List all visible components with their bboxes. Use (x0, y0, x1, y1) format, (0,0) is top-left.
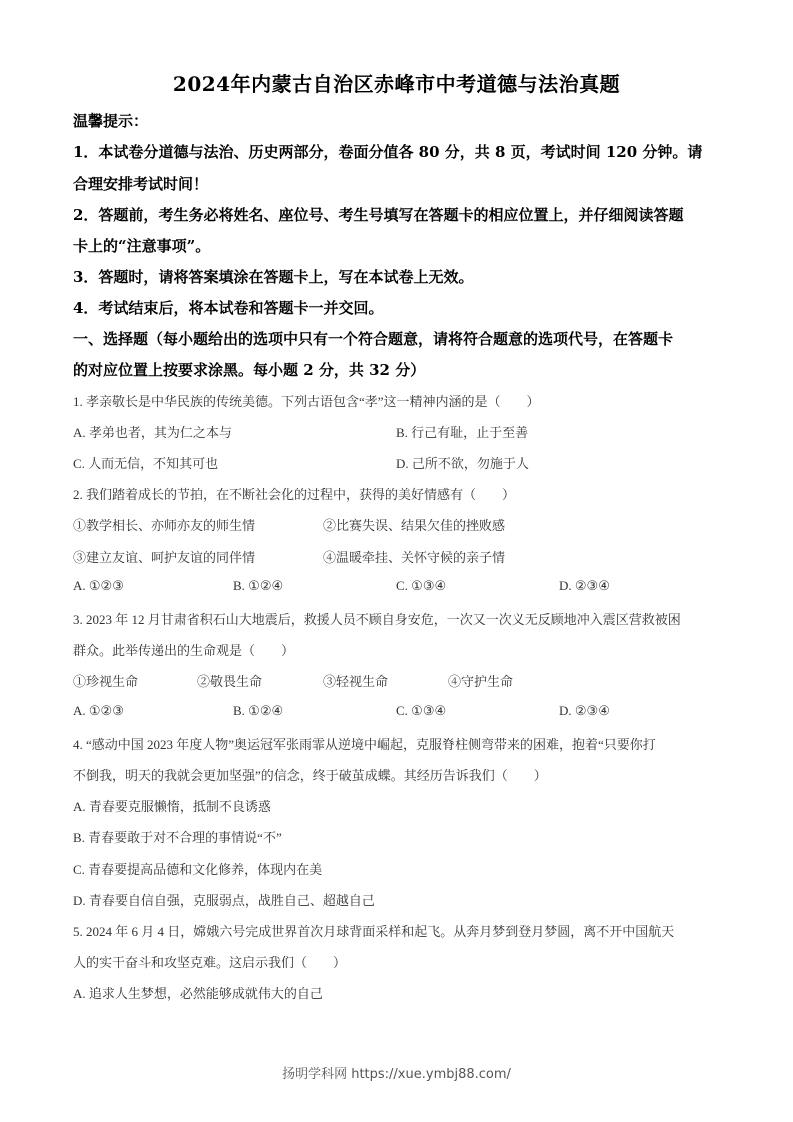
question-stem: 1. 孝亲敬长是中华民族的传统美德。下列古语包含“孝”这一精神内涵的是（ ） (73, 394, 540, 409)
question-stem: 4. “感动中国 2023 年度人物”奥运冠军张雨霏从逆境中崛起，克服脊柱侧弯带来的困难，抱着“只要你打 (73, 737, 656, 752)
option-a: A. 追求人生梦想，必然能够成就伟大的自己 (73, 986, 323, 1001)
option-c: C. ①③④ (396, 703, 447, 718)
notice-item: 1．本试卷分道德与法治、历史两部分，卷面分值各 80 分，共 8 页，考试时间 120 分钟。请 (73, 143, 703, 161)
statement-4: ④温暖牵挂、关怀守候的亲子情 (323, 550, 506, 565)
question-stem: 不倒我，明天的我就会更加坚强”的信念，终于破茧成蝶。其经历告诉我们（ ） (73, 768, 547, 783)
question-stem: 2. 我们踏着成长的节拍，在不断社会化的过程中，获得的美好情感有（ ） (73, 487, 516, 502)
option-b: B. 青春要敢于对不合理的事情说“不” (73, 830, 282, 845)
question-stem: 群众。此举传递出的生命观是（ ） (73, 643, 295, 658)
option-b: B. 行己有耻，止于至善 (396, 425, 529, 440)
statement-4: ④守护生命 (448, 674, 514, 689)
section-line: 的对应位置上按要求涂黑。每小题 2 分，共 32 分） (73, 361, 426, 379)
option-d: D. ②③④ (559, 578, 610, 593)
statement-3: ③轻视生命 (323, 674, 389, 689)
notice-item: 卡上的“注意事项”。 (73, 237, 211, 255)
question-stem: 3. 2023 年 12 月甘肃省积石山大地震后，救援人员不顾自身安危，一次又一次义无反顾地冲入震区营救被困 (73, 612, 681, 627)
notice-item: 4．考试结束后，将本试卷和答题卡一并交回。 (73, 299, 384, 317)
option-d: D. 己所不欲，勿施于人 (396, 456, 529, 471)
statement-3: ③建立友谊、呵护友谊的同伴情 (73, 550, 256, 565)
option-a: A. 孝弟也者，其为仁之本与 (73, 425, 232, 440)
option-a: A. ①②③ (73, 703, 124, 718)
notice-heading: 温馨提示： (73, 112, 149, 130)
notice-item: 3．答题时，请将答案填涂在答题卡上，写在本试卷上无效。 (73, 268, 474, 286)
option-d: D. 青春要自信自强，克服弱点，战胜自己、超越自己 (73, 893, 375, 908)
statement-1: ①珍视生命 (73, 674, 139, 689)
statement-1: ①教学相长、亦师亦友的师生情 (73, 518, 256, 533)
footer-watermark: 扬明学科网 https://xue.ymbj88.com/ (282, 1067, 511, 1082)
statement-2: ②比赛失误、结果欠佳的挫败感 (323, 518, 506, 533)
option-d: D. ②③④ (559, 703, 610, 718)
option-a: A. 青春要克服懒惰，抵制不良诱惑 (73, 799, 271, 814)
option-b: B. ①②④ (233, 578, 284, 593)
notice-item: 2．答题前，考生务必将姓名、座位号、考生号填写在答题卡的相应位置上，并仔细阅读答题 (73, 206, 684, 224)
option-c: C. ①③④ (396, 578, 447, 593)
option-c: C. 人而无信，不知其可也 (73, 456, 219, 471)
question-stem: 5. 2024 年 6 月 4 日，嫦娥六号完成世界首次月球背面采样和起飞。从奔月梦到登月梦圆，离不开中国航天 (73, 924, 675, 939)
section-line: 一、选择题（每小题给出的选项中只有一个符合题意，请将符合题意的选项代号，在答题卡 (73, 330, 674, 348)
option-a: A. ①②③ (73, 578, 124, 593)
statement-2: ②敬畏生命 (197, 674, 263, 689)
page-title: 2024年内蒙古自治区赤峰市中考道德与法治真题 (172, 72, 621, 96)
option-c: C. 青春要提高品德和文化修养，体现内在美 (73, 862, 323, 877)
option-b: B. ①②④ (233, 703, 284, 718)
question-stem: 人的实干奋斗和攻坚克难。这启示我们（ ） (73, 955, 347, 970)
notice-item: 合理安排考试时间！ (73, 175, 209, 193)
